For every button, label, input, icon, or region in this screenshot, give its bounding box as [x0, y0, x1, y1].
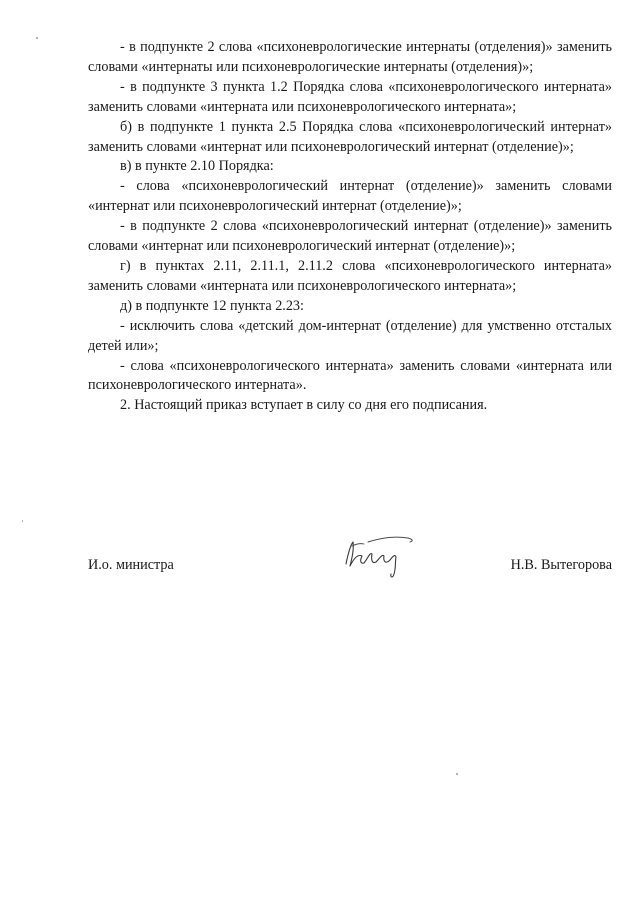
paragraph: - в подпункте 2 слова «психоневрологические интернаты (отделения)» заменить словами «интернаты или психоневрологические интернаты (отделения)»;	[88, 39, 612, 75]
scan-speck	[22, 520, 23, 522]
paragraph: г) в пунктах 2.11, 2.11.1, 2.11.2 слова «психоневрологического интерната» заменить словами «интерната или психоневрологического интерната»;	[88, 257, 612, 294]
paragraph: - в подпункте 2 слова «психоневрологический интернат (отделение)» заменить словами «интернат или психоневрологический интернат (отделение)»;	[88, 218, 612, 255]
paragraph: - исключить слова «детский дом-интернат (отделение) для умственно отсталых детей или»;	[88, 317, 612, 354]
closing-paragraph: 2. Настоящий приказ вступает в силу со дня его подписания.	[120, 397, 488, 414]
paragraph: - слова «психоневрологический интернат (отделение)» заменить словами «интернат или психоневрологический интернат (отделение)»;	[88, 178, 612, 215]
paragraph: д) в подпункте 12 пункта 2.23:	[120, 297, 304, 314]
handwritten-signature	[338, 528, 428, 580]
scan-speck	[36, 37, 38, 39]
signatory-name: Н.В. Вытегорова	[510, 557, 612, 573]
document-body	[88, 38, 612, 416]
paragraph: - в подпункте 3 пункта 1.2 Порядка слова «психоневрологического интерната» заменить словами «интерната или психоневрологического интерната»;	[88, 78, 612, 115]
paragraph: - слова «психоневрологического интерната» заменить словами «интерната или психоневрологического интерната».	[88, 357, 612, 394]
signatory-position: И.о. министра	[88, 557, 174, 573]
paragraph: б) в подпункте 1 пункта 2.5 Порядка слова «психоневрологический интернат» заменить словами «интернат или психоневрологический интернат (отделение)»;	[88, 118, 612, 155]
scan-speck	[456, 773, 458, 775]
paragraph: в) в пункте 2.10 Порядка:	[120, 158, 274, 175]
